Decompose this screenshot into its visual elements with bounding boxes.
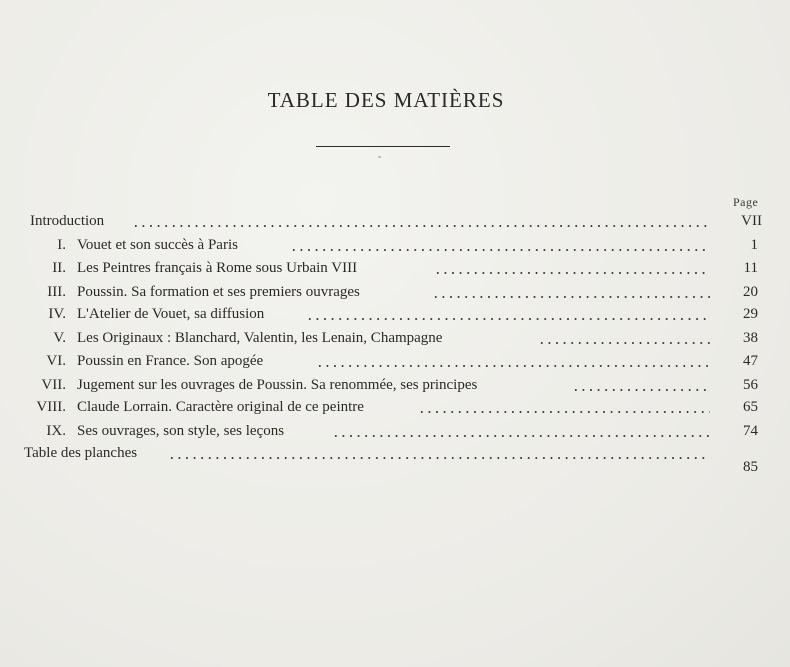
toc-entry-title: Jugement sur les ouvrages de Poussin. Sa renommée, ses principes (77, 377, 478, 393)
toc-entry-page: VII (741, 213, 762, 229)
toc-entry-title: Vouet et son succès à Paris (77, 237, 238, 253)
toc-leader-dots (316, 365, 710, 367)
toc-entry-page: 65 (743, 399, 758, 415)
toc-entry-chapter-2 (0, 257, 790, 279)
toc-entry-number: VII. (41, 377, 66, 393)
toc-leader-dots (306, 318, 710, 320)
toc-entry-chapter-7 (0, 374, 790, 396)
toc-entry-chapter-1 (0, 234, 790, 256)
toc-entry-title: Les Originaux : Blanchard, Valentin, les Lenain, Champagne (77, 330, 443, 346)
toc-entry-title: Claude Lorrain. Caractère original de ce peintre (77, 399, 364, 415)
toc-entry-page: 74 (743, 423, 758, 439)
toc-leader-dots (418, 411, 710, 413)
toc-entry-title: L'Atelier de Vouet, sa diffusion (77, 306, 265, 322)
toc-entry-title: Poussin en France. Son apogée (77, 353, 264, 369)
toc-entry-chapter-8 (0, 396, 790, 418)
toc-entry-title: Table des planches (24, 445, 138, 461)
toc-leader-dots (572, 389, 710, 391)
toc-entry-title: Les Peintres français à Rome sous Urbain VIII (77, 260, 358, 276)
toc-entry-page: 47 (743, 353, 758, 369)
toc-entry-number: V. (53, 330, 66, 346)
toc-entry-page: 20 (743, 284, 758, 300)
toc-entry-title: Poussin. Sa formation et ses premiers ouvrages (77, 284, 360, 300)
toc-leader-dots (434, 272, 710, 274)
toc-leader-dots (538, 342, 710, 344)
toc-entry-chapter-3 (0, 281, 790, 303)
toc-leader-dots (332, 435, 710, 437)
toc-entry-page: 29 (743, 306, 758, 322)
toc-entry-chapter-5 (0, 327, 790, 349)
paper-speck (378, 156, 381, 158)
toc-entry-number: III. (47, 284, 66, 300)
toc-entry-page: 56 (743, 377, 758, 393)
toc-leader-dots (290, 249, 710, 251)
toc-entry-number: VI. (46, 353, 66, 369)
title-rule (316, 146, 450, 147)
page-title: TABLE DES MATIÈRES (267, 88, 505, 112)
toc-entry-title: Ses ouvrages, son style, ses leçons (77, 423, 285, 439)
page-column-header: Page (733, 195, 759, 209)
toc-entry-number: IV. (48, 306, 66, 322)
toc-entry-page: 38 (743, 330, 758, 346)
toc-entry-page: 11 (743, 260, 758, 276)
toc-entry-chapter-4 (0, 303, 790, 325)
toc-entry-chapter-9 (0, 420, 790, 442)
toc-entry-introduction (0, 210, 790, 232)
toc-entry-page: 85 (743, 459, 758, 475)
toc-leader-dots (132, 225, 712, 227)
toc-entry-number: II. (52, 260, 66, 276)
toc-entry-chapter-6 (0, 350, 790, 372)
toc-entry-number: I. (57, 237, 66, 253)
toc-entry-page: 1 (750, 237, 758, 253)
toc-entry-planches-page-line (0, 456, 790, 478)
toc-entry-number: IX. (46, 423, 66, 439)
toc-leader-dots (432, 296, 710, 298)
toc-entry-title: Introduction (30, 213, 105, 229)
toc-entry-number: VIII. (36, 399, 66, 415)
